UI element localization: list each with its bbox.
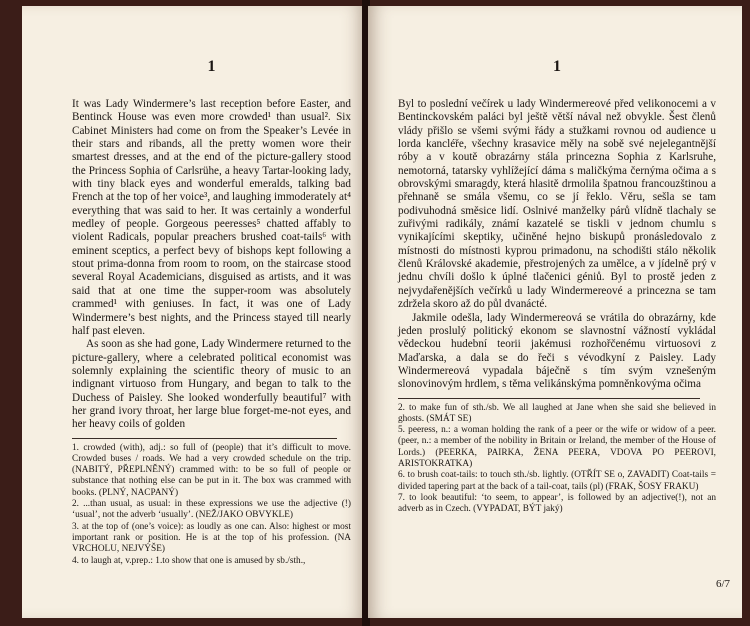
body-paragraph: It was Lady Windermere’s last reception before Easter, and Bentinck House was even more crowded¹ than usual². Six Cabinet Ministers had come on from the Speaker’s Levée in their stars and ribands, all the pretty women wore their smartest dresses, and at the end of the picture-gallery stood the Princess Sophia of Carlsrühe, a heavy Tartar-looking lady, with tiny black eyes and wonderful emeralds, talking bad French at the top of her voice³, and laughing immoderately at⁴ everything that was said to her. It was certainly a wonderful medley of people. Gorgeous peeresses⁵ chatted affably to violent Radicals, popular preachers brushed coat-tails⁶ with eminent sceptics, a perfect bevy of bishops kept following a stout prima-donna from room to room, on the staircase stood several Royal Academicians, disguised as artists, and it was said that at one time the supper-room was absolutely crammed¹ with geniuses. In fact, it was one of Lady Windermere’s best nights, and the Princess stayed till nearly half past eleven. xyxy=(72,98,351,337)
page-number: 6/7 xyxy=(715,578,730,590)
footnote: 5. peeress, n.: a woman holding the rank of a peer or the wife or widow of a peer. (peer, n.: a member of the nobility in Britain or Ireland, the member of the House of Lords.) (PEERKA, PAIRKA, ŽENA PEERA, VDOVA PO PEEROVI, ARISTOKRATKA) xyxy=(398,425,716,470)
footnote: 3. at the top of (one’s voice): as loudly as one can. Also: highest or most important rank or position. He is at the top of his profession. (NA VRCHOLU, NEJVÝŠE) xyxy=(72,521,351,555)
body-paragraph: Jakmile odešla, lady Windermereová se vrátila do obrazárny, kde jeden proslulý politický ekonom se slavnostní vážností vykládal vědeckou hudební teorii jakémusi rozhořčenému virtuosovi z Maďarska, a dala se do řeči s vévodkyní z Paisley. Lady Windermereová vypadala báječně s tím svým vznešeným slonovinovým hrdlem, s těma velikánskýma pomněnkovýma očima xyxy=(398,311,716,391)
footnote: 2. to make fun of sth./sb. We all laughed at Jane when she said she believed in ghosts. (SMÁT SE) xyxy=(398,402,716,424)
body-paragraph: Byl to poslední večírek u lady Windermereové před velikonocemi a v Bentinckovském paláci byl ještě větší nával než obvykle. Šest členů vlády přišlo se všemi svými řády a stužkami rovnou od audience u lorda kancléře, všechny krasavice měly na sobě své nejelegantnější róby a v koutě obrazárny stála princezna Sophia z Karlsruhe, nemotorná, tatarsky vyhlížející dáma s maličkýma černýma očima a s obrovskými smaragdy, která hlasitě drmolila špatnou francouzštinou a přehnaně se smála všemu, co se jí řeklo. Věru, sešla se tam podivuhodná směsice lidí. Oslnivé manželky párů vlídně tlachaly se zuřivými radikály, známí kazatelé se tiskli v jednom chumlu s vynikajícími skeptiky, učiněné hejno biskupů pronásledovalo z místnosti do místnosti kyprou primadonu, na schodišti stálo několik členů Královské akademie, přestrojených za umělce, a v jídelně prý v jednu chvíli došlo k úplné tlačenici géniů. Byl to prostě jeden z nejvydařenějších večírků u lady Windermereové a princezna se tam zdržela skoro až do půl dvanácté. xyxy=(398,98,716,311)
right-page xyxy=(368,6,742,618)
footnote: 4. to laugh at, v.prep.: 1.to show that one is amused by sb./sth., xyxy=(72,555,306,566)
footnotes xyxy=(398,403,716,516)
footnotes xyxy=(72,443,351,567)
footnote-divider xyxy=(398,398,700,399)
left-page xyxy=(22,6,365,618)
footnote: 6. to brush coat-tails: to touch sth./sb. lightly. (OTŘÍT SE o, ZAVADIT) Coat-tails = divided tapering part at the back of a tail-coat, tails (pl) (FRAK, ŠOSY FRAKU) xyxy=(398,470,716,492)
footnote: 2. ...than usual, as usual: in these expressions we use the adjective (!) ‘usual’, not the adverb ‘usually’. (NEŽ/JAKO OBVYKLE) xyxy=(72,499,351,521)
footnote-divider xyxy=(72,438,337,439)
body-paragraph: As soon as she had gone, Lady Windermere returned to the picture-gallery, where a celebrated political economist was solemnly explaining the scientific theory of music to an indignant virtuoso from Hungary, and began to talk to the Duchess of Paisley. She looked wonderfully beautiful⁷ with her grand ivory throat, her large blue forget-me-not eyes, and her heavy coils of golden xyxy=(72,338,351,431)
footnote: 7. to look beautiful: ‘to seem, to appear’, is followed by an adjective(!), not an adverb as in Czech. (VYPADAT, BÝT jaký) xyxy=(398,492,716,515)
chapter-number: 1 xyxy=(207,58,216,75)
chapter-number: 1 xyxy=(553,58,561,75)
footnote: 1. crowded (with), adj.: so full of (people) that it’s difficult to move. Crowded buses / roads. We had a very crowded schedule on the trip. (NABITÝ, PŘEPLNĚNÝ) crammed with: to be so full of people or substance that nothing else can be put in it. The box was crammed with books. (PLNÝ, NACPANÝ) xyxy=(72,442,351,498)
